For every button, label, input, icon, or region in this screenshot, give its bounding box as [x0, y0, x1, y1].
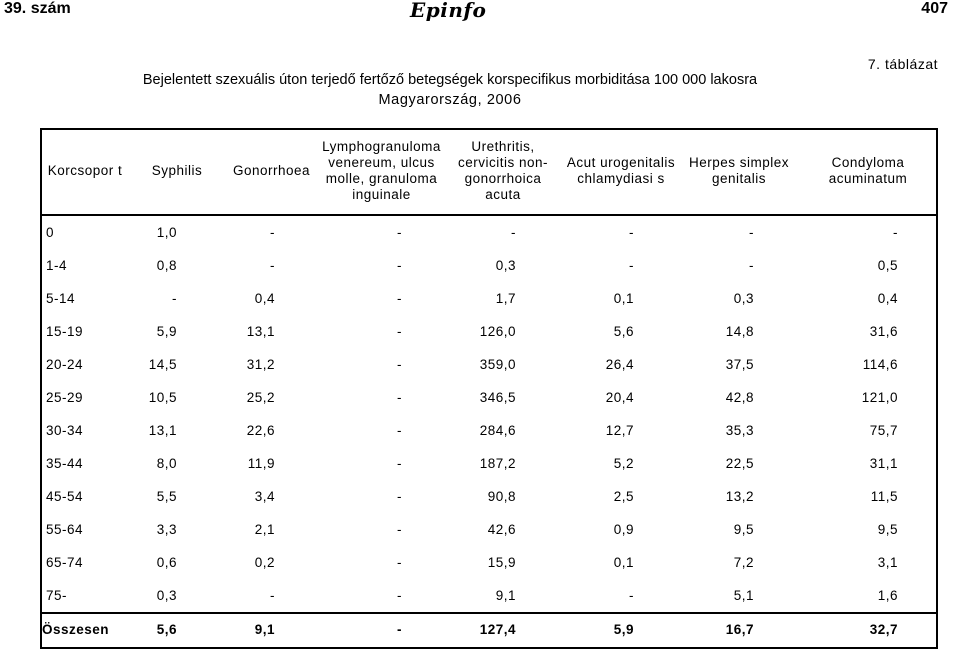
total-cell: 32,7 — [798, 613, 938, 644]
rate-cell: 3,3 — [156, 522, 177, 537]
rate-cell: 11,9 — [247, 456, 275, 471]
column-header: Syphilis — [130, 128, 224, 215]
column-header: Herpes simplex genitalis — [680, 128, 798, 215]
rate-cell: 0,1 — [613, 555, 634, 570]
table-row — [40, 414, 938, 447]
rate-cell: 8,0 — [156, 456, 177, 471]
rate-cell: 31,2 — [246, 357, 275, 372]
rate-cell: 346,5 — [479, 390, 516, 405]
table-header-row — [40, 128, 938, 215]
rate-cell: 0,4 — [877, 291, 898, 306]
rate-cell: 0,9 — [613, 522, 634, 537]
age-group-cell: 25-29 — [46, 390, 84, 405]
rate-cell: - — [511, 225, 516, 240]
rate-cell: - — [749, 258, 754, 273]
rate-cell: 31,6 — [869, 324, 898, 339]
table-title: Bejelentett szexuális úton terjedő fertőző betegségek korspecifikus morbiditása 100 000 lakosra — [142, 72, 758, 88]
rate-cell: - — [397, 225, 402, 240]
rate-cell: - — [629, 225, 634, 240]
rate-cell: 7,2 — [733, 555, 754, 570]
rate-cell: 0,1 — [613, 291, 634, 306]
column-header: Gonorrhoea — [224, 128, 319, 215]
rate-cell: 26,4 — [605, 357, 634, 372]
age-group-cell: 65-74 — [46, 555, 84, 570]
rate-cell: - — [397, 357, 402, 372]
table-row — [40, 447, 938, 480]
rate-cell: 0,5 — [877, 258, 898, 273]
total-cell: 9,1 — [224, 613, 319, 644]
rate-cell: 15,9 — [487, 555, 516, 570]
rate-cell: 22,5 — [725, 456, 754, 471]
column-header: Condyloma acuminatum — [798, 128, 938, 215]
table-row — [40, 579, 938, 613]
rate-cell: 42,6 — [487, 522, 516, 537]
page-header — [0, 0, 960, 28]
rate-cell: - — [397, 258, 402, 273]
age-group-cell: 1-4 — [46, 258, 68, 273]
total-cell: 5,9 — [562, 613, 680, 644]
age-group-cell: 30-34 — [46, 423, 84, 438]
rate-cell: - — [270, 225, 275, 240]
rate-cell: - — [397, 588, 402, 603]
rate-cell: 75,7 — [869, 423, 898, 438]
rate-cell: 121,0 — [861, 390, 898, 405]
table-body — [40, 215, 938, 644]
rate-cell: 0,6 — [156, 555, 177, 570]
column-header: Lymphogranuloma venereum, ulcus molle, granuloma inguinale — [319, 128, 444, 215]
rate-cell: 2,5 — [613, 489, 634, 504]
page-number: 407 — [921, 0, 948, 17]
table-row — [40, 513, 938, 546]
total-row — [40, 613, 938, 644]
rate-cell: - — [270, 588, 275, 603]
rate-cell: 90,8 — [487, 489, 516, 504]
rate-cell: 14,8 — [725, 324, 754, 339]
age-group-cell: 35-44 — [46, 456, 84, 471]
rate-cell: 42,8 — [725, 390, 754, 405]
table-row — [40, 381, 938, 414]
rate-cell: 5,5 — [156, 489, 177, 504]
rate-cell: 5,1 — [733, 588, 754, 603]
rate-cell: 114,6 — [862, 357, 898, 372]
age-group-cell: 15-19 — [46, 324, 84, 339]
table-row — [40, 215, 938, 249]
rate-cell: 0,3 — [733, 291, 754, 306]
age-group-cell: 5-14 — [46, 291, 76, 306]
total-cell: 5,6 — [130, 613, 224, 644]
rate-cell: 3,1 — [877, 555, 898, 570]
table-label: 7. táblázat — [867, 56, 938, 72]
rate-cell: 0,3 — [156, 588, 177, 603]
rate-cell: 22,6 — [246, 423, 275, 438]
rate-cell: 11,5 — [870, 489, 898, 504]
rate-cell: 13,2 — [725, 489, 754, 504]
rate-cell: 359,0 — [479, 357, 516, 372]
table-row — [40, 282, 938, 315]
rate-cell: - — [893, 225, 898, 240]
table-row — [40, 315, 938, 348]
rate-cell: - — [629, 258, 634, 273]
rate-cell: - — [397, 390, 402, 405]
rate-cell: - — [397, 489, 402, 504]
rate-cell: - — [270, 258, 275, 273]
rate-cell: 5,2 — [613, 456, 634, 471]
column-header: Urethritis, cervicitis non-gonorrhoica acuta — [444, 128, 562, 215]
total-cell: - — [319, 613, 444, 644]
rate-cell: 9,1 — [495, 588, 516, 603]
rate-cell: 284,6 — [479, 423, 516, 438]
age-group-cell: 45-54 — [46, 489, 84, 504]
rate-cell: 9,5 — [877, 522, 898, 537]
rate-cell: 1,0 — [156, 225, 177, 240]
rate-cell: 0,8 — [156, 258, 177, 273]
age-group-cell: 75- — [46, 588, 68, 603]
total-cell: 127,4 — [444, 613, 562, 644]
rate-cell: 3,4 — [254, 489, 275, 504]
rate-cell: 10,5 — [148, 390, 177, 405]
rate-cell: 12,7 — [605, 423, 634, 438]
rate-cell: 13,1 — [246, 324, 275, 339]
epinfo-logo: Epinfo — [410, 0, 487, 22]
table-row — [40, 546, 938, 579]
rate-cell: 20,4 — [605, 390, 634, 405]
rate-cell: - — [172, 291, 177, 306]
rate-cell: - — [397, 522, 402, 537]
rate-cell: 25,2 — [246, 390, 275, 405]
table-row — [40, 480, 938, 513]
rate-cell: - — [397, 324, 402, 339]
rate-cell: - — [397, 291, 402, 306]
rate-cell: 5,9 — [156, 324, 177, 339]
total-cell: 16,7 — [680, 613, 798, 644]
rate-cell: - — [397, 423, 402, 438]
rate-cell: 1,6 — [877, 588, 898, 603]
rate-cell: 0,2 — [254, 555, 275, 570]
total-label: Összesen — [40, 613, 130, 644]
rate-cell: 9,5 — [733, 522, 754, 537]
morbidity-table — [40, 128, 938, 644]
rate-cell: 31,1 — [869, 456, 898, 471]
age-group-cell: 20-24 — [46, 357, 84, 372]
age-group-cell: 55-64 — [46, 522, 84, 537]
table-row — [40, 249, 938, 282]
table-row — [40, 348, 938, 381]
rate-cell: - — [749, 225, 754, 240]
rate-cell: 126,0 — [479, 324, 516, 339]
rate-cell: 14,5 — [148, 357, 177, 372]
age-group-cell: 0 — [46, 225, 55, 240]
rate-cell: 5,6 — [613, 324, 634, 339]
table-subtitle: Magyarország, 2006 — [378, 92, 522, 108]
rate-cell: 0,3 — [495, 258, 516, 273]
column-header: Acut urogenitalis chlamydiasi s — [562, 128, 680, 215]
rate-cell: - — [397, 456, 402, 471]
rate-cell: 35,3 — [725, 423, 754, 438]
rate-cell: 0,4 — [254, 291, 275, 306]
rate-cell: - — [397, 555, 402, 570]
rate-cell: - — [629, 588, 634, 603]
issue-number: 39. szám — [4, 0, 71, 17]
rate-cell: 13,1 — [148, 423, 177, 438]
rate-cell: 1,7 — [495, 291, 516, 306]
rate-cell: 37,5 — [725, 357, 754, 372]
rate-cell: 187,2 — [479, 456, 516, 471]
column-header: Korcsopor t — [40, 128, 130, 215]
rate-cell: 2,1 — [254, 522, 275, 537]
